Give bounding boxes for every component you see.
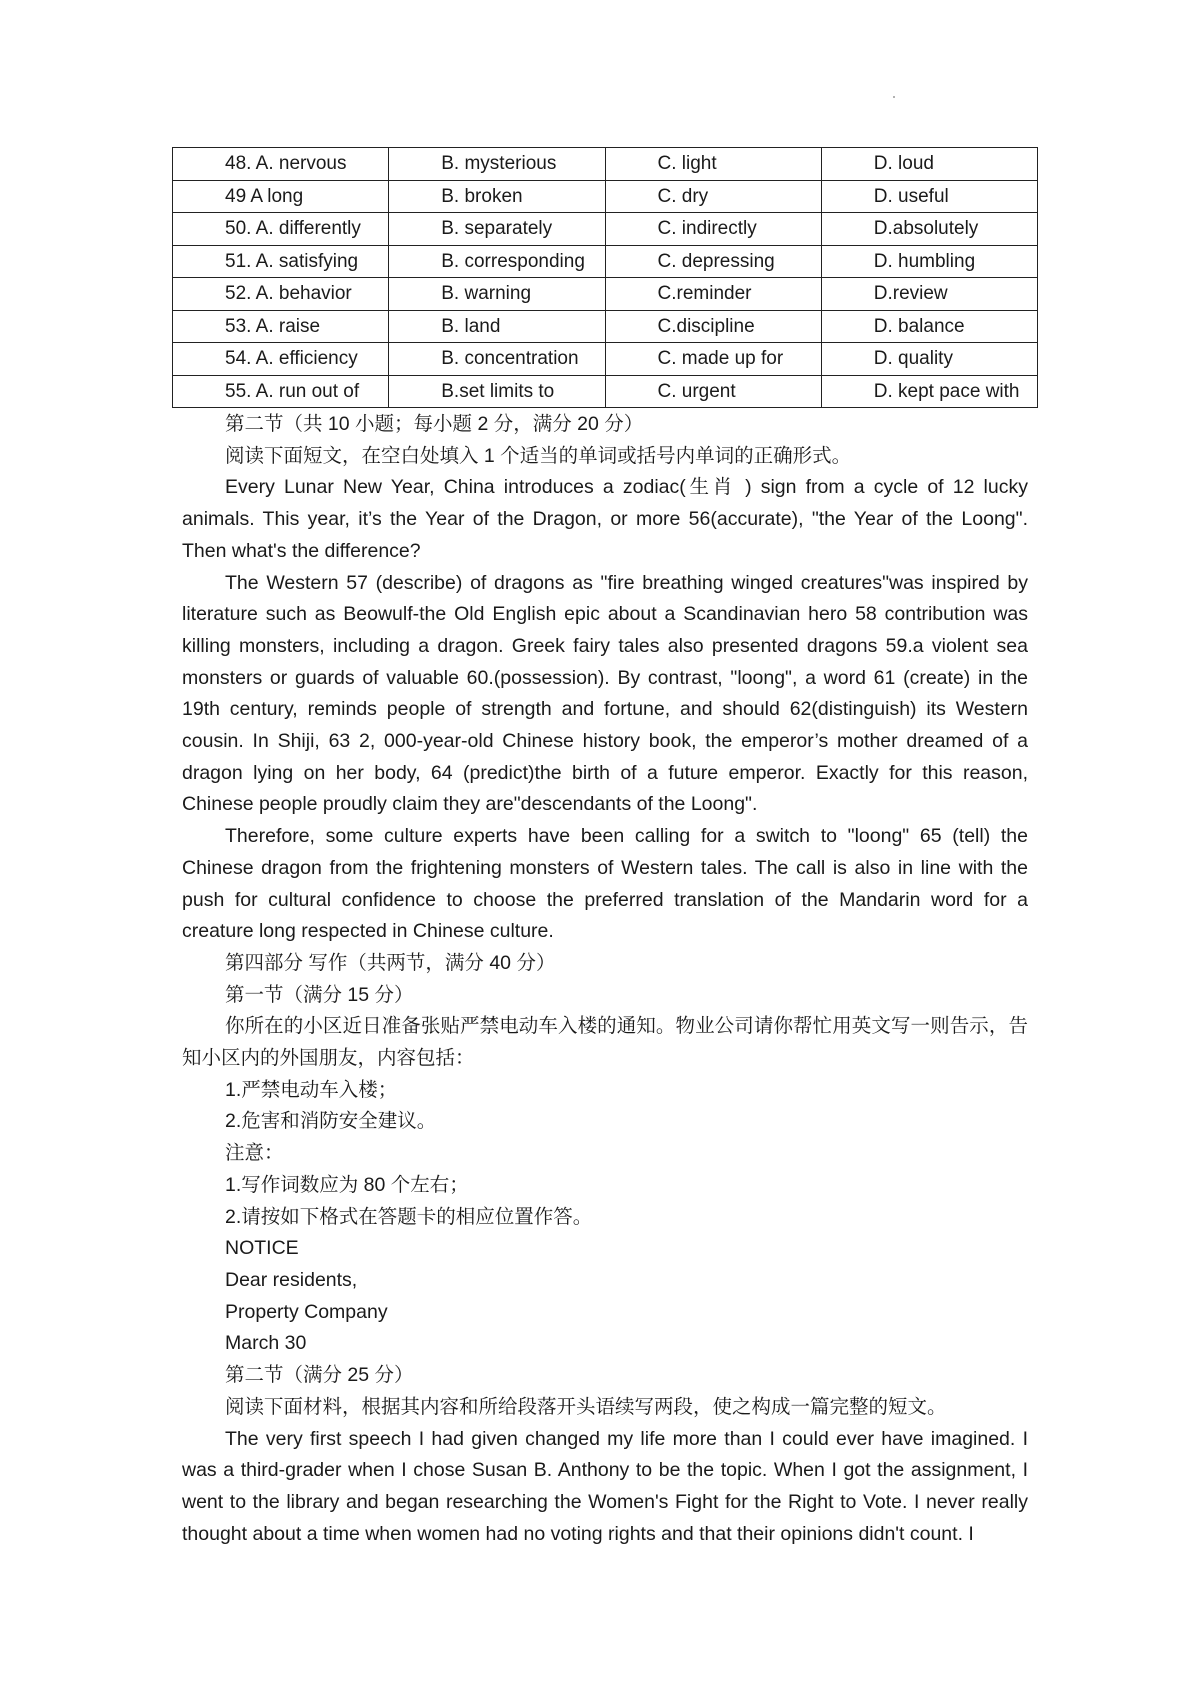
option-cell: B. broken — [389, 180, 605, 213]
option-cell: 50. A. differently — [173, 213, 389, 246]
note-label: 注意： — [225, 1142, 284, 1165]
passage-paragraph: Every Lunar New Year, China introduces a zodiac(生肖 ) sign from a cycle of 12 lucky animals. This year, it’s the Year of the Dragon, or more 56(accurate), "the Year of the Loong". Then what's the difference? — [182, 476, 1028, 562]
section-heading: 第二节（满分 25 分） — [225, 1364, 414, 1387]
option-cell: C. depressing — [605, 245, 821, 278]
option-cell: 51. A. satisfying — [173, 245, 389, 278]
option-cell: B. separately — [389, 213, 605, 246]
section-heading: 第一节（满分 15 分） — [225, 983, 414, 1006]
notice-title: NOTICE — [225, 1237, 299, 1260]
option-cell: D.review — [821, 278, 1037, 311]
notice-salutation: Dear residents, — [225, 1268, 358, 1291]
option-cell: C. made up for — [605, 343, 821, 376]
writing-prompt: 你所在的小区近日准备张贴严禁电动车入楼的通知。物业公司请你帮忙用英文写一则告示，告知小区内的外国朋友，内容包括： — [182, 1015, 1028, 1070]
prompt-point: 1.严禁电动车入楼； — [225, 1078, 398, 1101]
notice-signature: Property Company — [225, 1300, 388, 1323]
option-cell: 53. A. raise — [173, 310, 389, 343]
option-cell: B. concentration — [389, 343, 605, 376]
table-row — [173, 213, 1038, 246]
story-paragraph: The very first speech I had given changed my life more than I could ever have imagined. I was a third-grader when I chose Susan B. Anthony to be the topic. When I got the assignment, I went to the library and began researching the Women's Fight for the Right to Vote. I never really thought about a time when women had no voting rights and that their opinions didn't count. I — [182, 1427, 1028, 1545]
note-item: 2.请按如下格式在答题卡的相应位置作答。 — [225, 1205, 593, 1228]
table-row — [173, 278, 1038, 311]
section-heading: 第二节（共 10 小题；每小题 2 分，满分 20 分） — [225, 413, 644, 435]
option-cell: D.absolutely — [821, 213, 1037, 246]
section-instruction: 阅读下面短文，在空白处填入 1 个适当的单词或括号内单词的正确形式。 — [225, 444, 852, 467]
option-cell: 52. A. behavior — [173, 278, 389, 311]
option-cell: C. dry — [605, 180, 821, 213]
option-cell: C. light — [605, 148, 821, 181]
prompt-point: 2.危害和消防安全建议。 — [225, 1110, 437, 1133]
option-cell: C. urgent — [605, 375, 821, 408]
passage-paragraph: Therefore, some culture experts have been calling for a switch to "loong" 65 (tell) the Chinese dragon from the frightening monsters of Western tales. The call is also in line with the push for cultural confidence to choose the preferred translation of the Mandarin word for a creature long respected in Chinese culture. — [182, 825, 1028, 943]
scan-dot — [893, 96, 895, 98]
notice-date: March 30 — [225, 1332, 307, 1355]
option-cell: D. kept pace with — [821, 375, 1037, 408]
option-cell: D. balance — [821, 310, 1037, 343]
table-row — [173, 343, 1038, 376]
option-cell: D. quality — [821, 343, 1037, 376]
note-item: 1.写作词数应为 80 个左右； — [225, 1173, 469, 1196]
option-cell: D. humbling — [821, 245, 1037, 278]
option-cell: C. indirectly — [605, 213, 821, 246]
table-row — [173, 375, 1038, 408]
option-cell: D. useful — [821, 180, 1037, 213]
option-cell: C.reminder — [605, 278, 821, 311]
option-cell: 49 A long — [173, 180, 389, 213]
part-heading: 第四部分 写作（共两节，满分 40 分） — [225, 951, 556, 974]
table-row — [173, 180, 1038, 213]
option-cell: 54. A. efficiency — [173, 343, 389, 376]
table-row — [173, 245, 1038, 278]
option-cell: D. loud — [821, 148, 1037, 181]
options-table — [172, 147, 1038, 408]
option-cell: B. warning — [389, 278, 605, 311]
document-body — [182, 409, 1028, 1550]
option-cell: B. corresponding — [389, 245, 605, 278]
table-row — [173, 310, 1038, 343]
option-cell: 55. A. run out of — [173, 375, 389, 408]
section-instruction: 阅读下面材料，根据其内容和所给段落开头语续写两段，使之构成一篇完整的短文。 — [225, 1395, 947, 1418]
option-cell: 48. A. nervous — [173, 148, 389, 181]
option-cell: C.discipline — [605, 310, 821, 343]
option-cell: B.set limits to — [389, 375, 605, 408]
table-row — [173, 148, 1038, 181]
passage-paragraph: The Western 57 (describe) of dragons as "fire breathing winged creatures"was inspired by literature such as Beowulf-the Old English epic about a Scandinavian hero 58 contribution was killing monsters, including a dragon. Greek fairy tales also presented dragons 59.a violent sea monsters or guards of valuable 60.(possession). By contrast, "loong", a word 61 (create) in the 19th century, reminds people of strength and fortune, and should 62(distinguish) its Western cousin. In Shiji, 63 2, 000-year-old Chinese history book, the emperor’s mother dreamed of a dragon lying on her body, 64 (predict)the birth of a future emperor. Exactly for this reason, Chinese people proudly claim they are"descendants of the Loong". — [182, 571, 1028, 816]
option-cell: B. mysterious — [389, 148, 605, 181]
option-cell: B. land — [389, 310, 605, 343]
